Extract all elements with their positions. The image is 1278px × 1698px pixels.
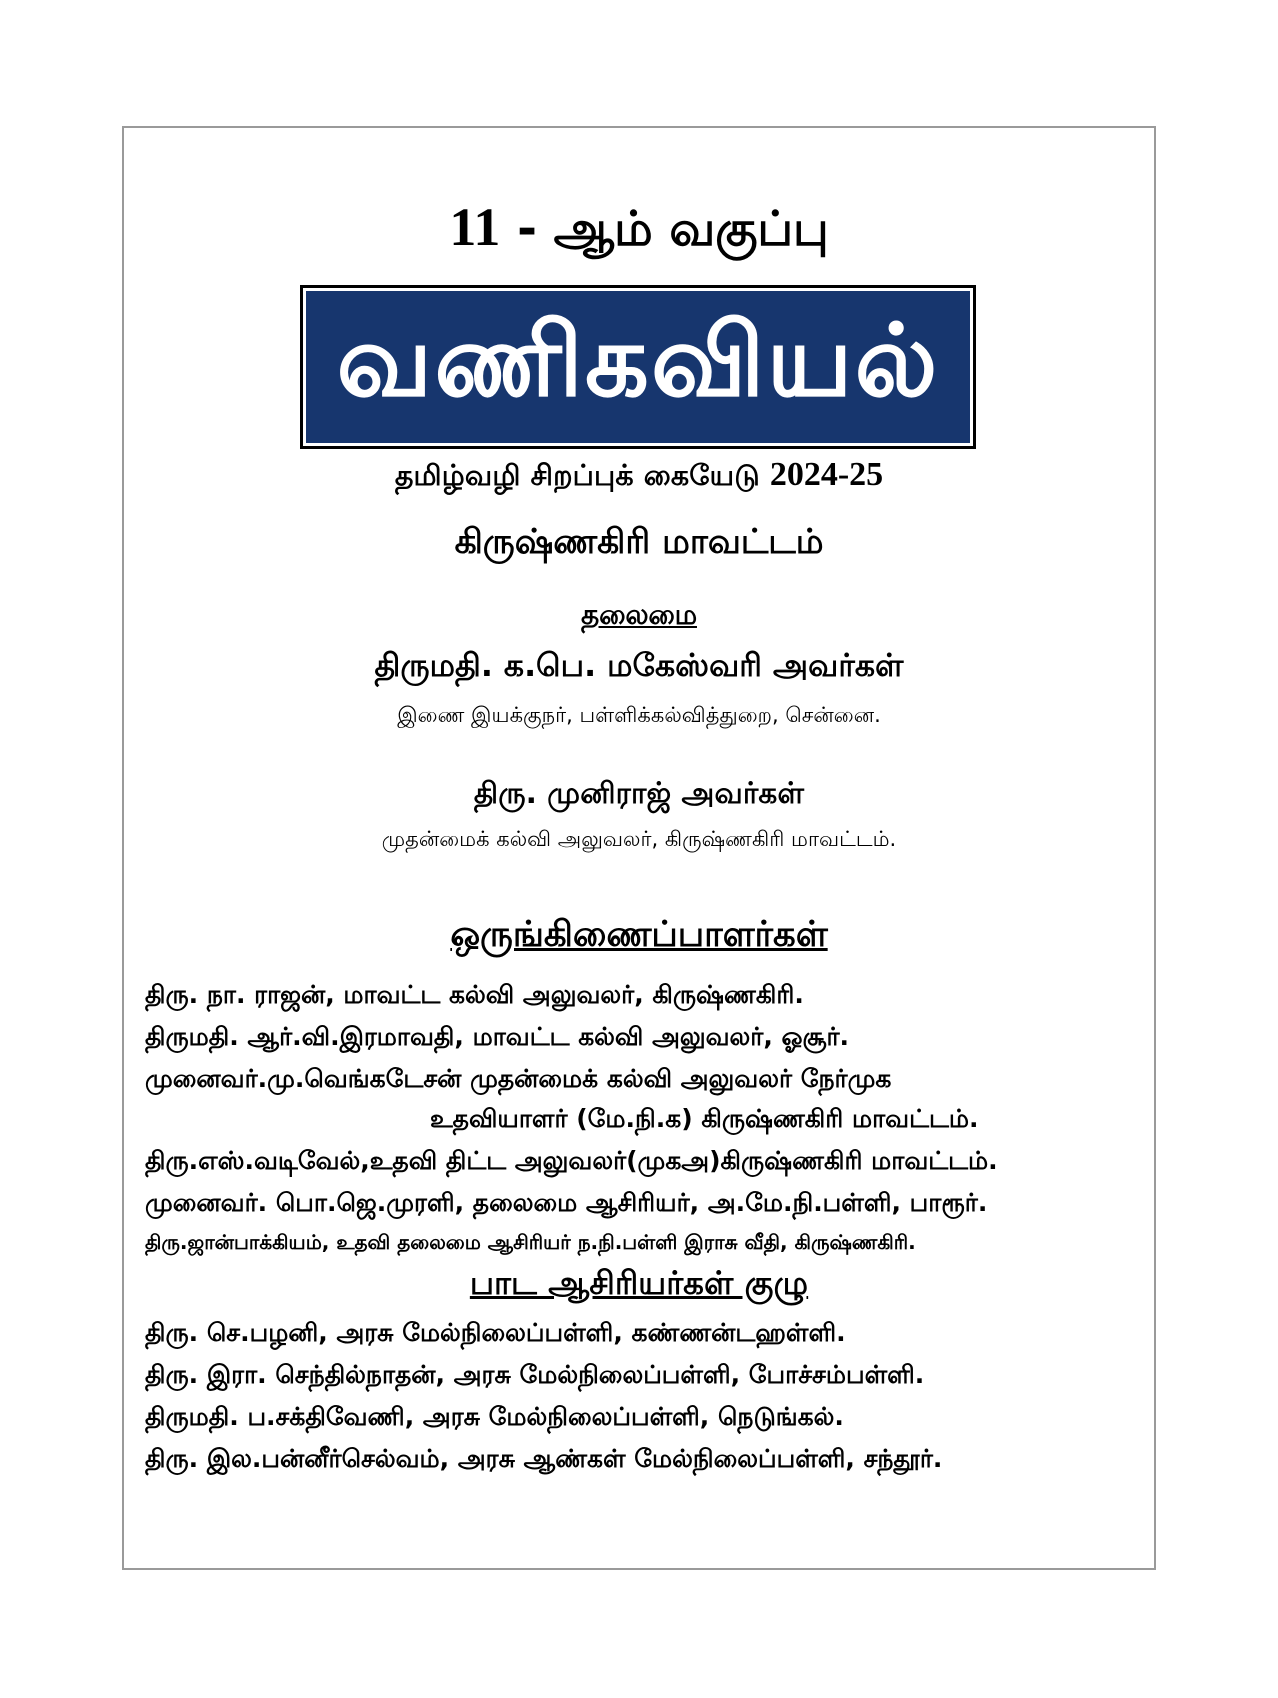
grade-number: 11 [449, 197, 501, 257]
grade-title [122, 196, 1156, 263]
coordinator-line: திரு. நா. ராஜன், மாவட்ட கல்வி அலுவலர், கிருஷ்ணகிரி. [145, 980, 804, 1009]
coordinator-line: திரு.எஸ்.வடிவேல்,உதவி திட்ட அலுவலர்(முகஅ)கிருஷ்ணகிரி மாவட்டம். [145, 1146, 998, 1175]
subject-title: வணிகவியல் [336, 301, 940, 419]
teacher-line: திரு. இரா. செந்தில்நாதன், அரசு மேல்நிலைப்பள்ளி, போச்சம்பள்ளி. [145, 1360, 925, 1389]
teacher-line: திரு. செ.பழனி, அரசு மேல்நிலைப்பள்ளி, கண்ணன்டஹள்ளி. [145, 1318, 846, 1347]
coordinator-line: திரு.ஜான்பாக்கியம், உதவி தலைமை ஆசிரியர் ந.நி.பள்ளி இராசு வீதி, கிருஷ்ணகிரி. [145, 1230, 916, 1254]
coordinator-line: திருமதி. ஆர்.வி.இரமாவதி, மாவட்ட கல்வி அலுவலர், ஓசூர். [145, 1022, 850, 1051]
leadership-heading: தலைமை [581, 598, 697, 631]
district-title: கிருஷ்ணகிரி மாவட்டம் [454, 522, 824, 562]
leader-1-role: இணை இயக்குநர், பள்ளிக்கல்வித்துறை, சென்னை. [397, 702, 881, 727]
leader-1-name: திருமதி. க.பெ. மகேஸ்வரி அவர்கள் [374, 648, 904, 684]
leader-2-name: திரு. முனிராஜ் அவர்கள் [473, 775, 805, 810]
subject-banner [300, 285, 976, 449]
leader-2-role: முதன்மைக் கல்வி அலுவலர், கிருஷ்ணகிரி மாவட்டம். [381, 826, 897, 851]
coordinator-line: உதவியாளர் (மே.நி.க) கிருஷ்ணகிரி மாவட்டம். [430, 1104, 979, 1133]
handbook-line [122, 456, 1156, 496]
teacher-line: திரு. இல.பன்னீர்செல்வம், அரசு ஆண்கள் மேல்நிலைப்பள்ளி, சந்தூர். [145, 1444, 943, 1473]
coordinator-line: முனைவர்.மு.வெங்கடேசன் முதன்மைக் கல்வி அலுவலர் நேர்முக [145, 1064, 892, 1093]
teachers-heading: பாட ஆசிரியர்கள் குழு [469, 1264, 809, 1302]
grade-text: - ஆம் வகுப்பு [517, 202, 829, 257]
academic-year: 2024-25 [769, 456, 884, 493]
handbook-text: தமிழ்வழி சிறப்புக் கையேடு [394, 458, 760, 492]
coordinators-heading: ஒருங்கிணைப்பாளர்கள் [450, 914, 828, 955]
teacher-line: திருமதி. ப.சக்திவேணி, அரசு மேல்நிலைப்பள்ளி, நெடுங்கல். [145, 1402, 844, 1431]
coordinator-line: முனைவர். பொ.ஜெ.முரளி, தலைமை ஆசிரியர், அ.மே.நி.பள்ளி, பாரூர். [145, 1188, 988, 1217]
